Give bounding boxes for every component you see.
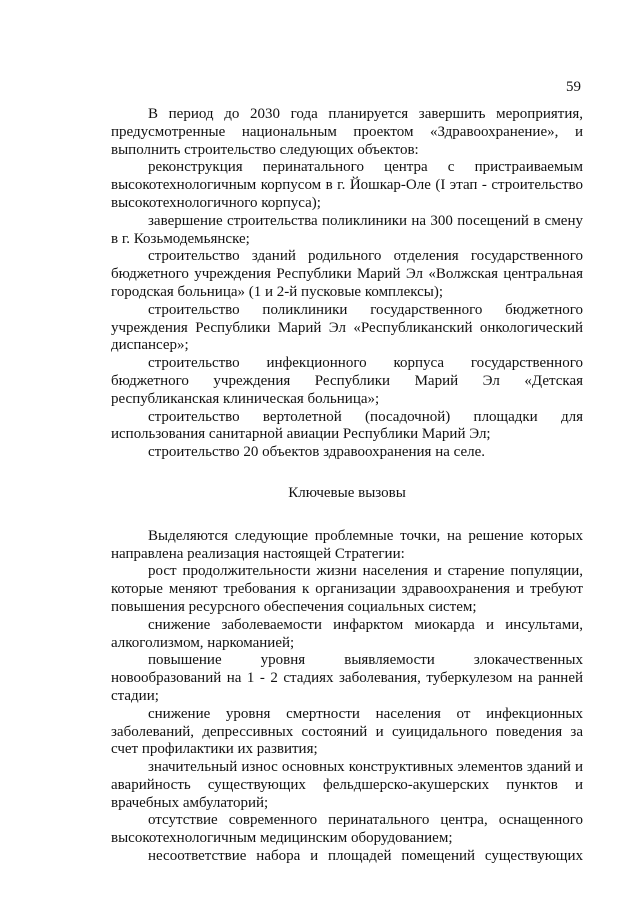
section2-item: значительный износ основных конструктивных элементов зданий и аварийность существующих фельдшерско-акушерских пунктов и врачебных амбулаторий; [111,759,583,811]
section2-item: несоответствие набора и площадей помещений существующих [148,848,583,865]
section1-item: строительство зданий родильного отделения государственного бюджетного учреждения Республики Марий Эл «Волжская центральная городская больница» (1 и 2-й пусковые комплексы); [111,248,583,300]
section1-intro: В период до 2030 года планируется завершить мероприятия, предусмотренные национальным проектом «Здравоохранение», и выполнить строительство следующих объектов: [111,106,583,158]
section1-item: строительство инфекционного корпуса государственного бюджетного учреждения Республики Марий Эл «Детская республиканская клиническая больница»; [111,355,583,407]
section2-item: снижение заболеваемости инфарктом миокарда и инсультами, алкоголизмом, наркоманией; [111,616,583,651]
section2-item: снижение уровня смертности населения от инфекционных заболеваний, депрессивных состояний и суицидального поведения за счет профилактики их развития; [111,705,583,758]
section1-item: строительство поликлиники государственного бюджетного учреждения Республики Марий Эл «Республиканский онкологический диспансер»; [111,301,583,354]
section2-intro: Выделяются следующие проблемные точки, на решение которых направлена реализация настоящей Стратегии: [111,527,583,562]
section1-item: строительство вертолетной (посадочной) площадки для использования санитарной авиации Республики Марий Эл; [111,408,583,443]
section1-item: завершение строительства поликлиники на 300 посещений в смену в г. Козьмодемьянске; [111,212,583,247]
page-number: 59 [566,79,581,95]
document-body [111,106,583,866]
section1-item: реконструкция перинатального центра с пристраиваемым высокотехнологичным корпусом в г. Йошкар-Оле (I этап - строительство высокотехнологичного корпуса); [111,159,583,211]
section2-item: отсутствие современного перинатального центра, оснащенного высокотехнологичным медицинским оборудованием; [111,812,583,847]
section2-item: рост продолжительности жизни населения и старение популяции, которые меняют требования к организации здравоохранения и требуют повышения ресурсного обеспечения социальных систем; [111,563,583,615]
section1-item: строительство 20 объектов здравоохранения на селе. [148,444,486,461]
section2-item: повышение уровня выявляемости злокачественных новообразований на 1 - 2 стадиях заболевания, туберкулезом на ранней стадии; [111,652,583,704]
section-heading: Ключевые вызовы [288,484,406,501]
